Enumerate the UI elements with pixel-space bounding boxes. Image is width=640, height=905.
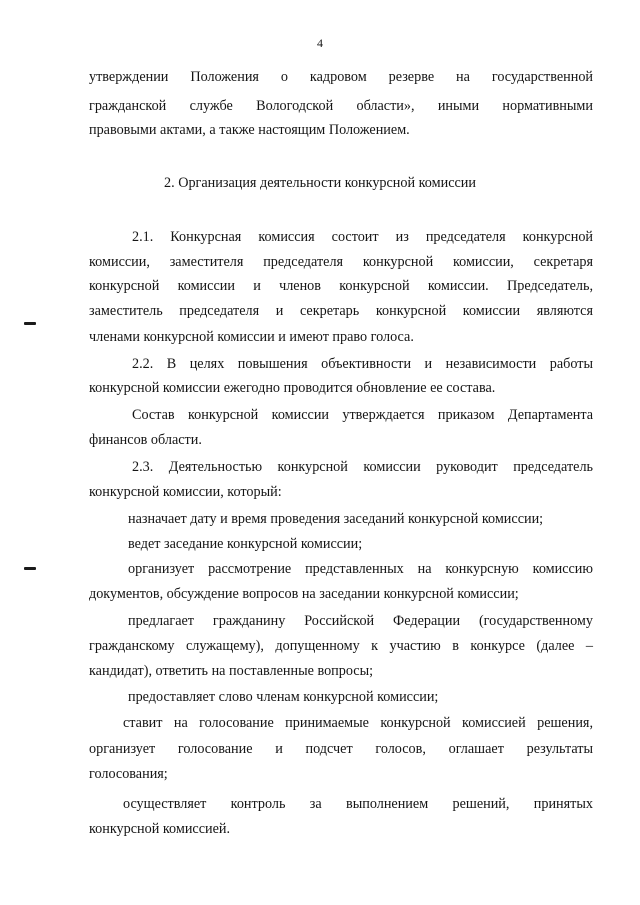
duty-3-line-2: документов, обсуждение вопросов на заседании конкурсной комиссии; [89,586,519,602]
para-2-3-line-1: 2.3. Деятельностью конкурсной комиссии руководит председатель [132,459,593,475]
composition-line-2: финансов области. [89,432,202,448]
duty-7-line-2: конкурсной комиссией. [89,821,231,837]
duty-4-line-3: кандидат), ответить на поставленные вопросы; [89,663,374,679]
duty-6-line-1: ставит на голосование принимаемые конкурсной комиссией решения, [123,715,593,731]
composition-line-1: Состав конкурсной комиссии утверждается приказом Департамента [132,407,593,423]
intro-line-1: утверждении Положения о кадровом резерве на государственной [89,69,593,85]
para-2-2-line-2: конкурсной комиссии ежегодно проводится обновление ее состава. [89,380,496,396]
section-heading: 2. Организация деятельности конкурсной комиссии [164,175,476,191]
duty-4-line-1: предлагает гражданину Российской Федерации (государственному [128,613,593,629]
duty-7-line-1: осуществляет контроль за выполнением решений, принятых [123,796,593,812]
margin-mark [24,567,36,570]
margin-mark [24,322,36,325]
duty-2: ведет заседание конкурсной комиссии; [128,536,363,552]
page-number: 4 [317,36,323,50]
duty-1: назначает дату и время проведения заседаний конкурсной комиссии; [128,511,544,527]
para-2-3-line-2: конкурсной комиссии, который: [89,484,282,500]
intro-line-2: гражданской службе Вологодской области», иными нормативными [89,98,593,114]
duty-4-line-2: гражданскому служащему), допущенному к участию в конкурсе (далее – [89,638,593,654]
duty-3-line-1: организует рассмотрение представленных на конкурсную комиссию [128,561,593,577]
para-2-1-line-5: членами конкурсной комиссии и имеют право голоса. [89,329,414,345]
para-2-1-line-3: конкурсной комиссии и членов конкурсной комиссии. Председатель, [89,278,593,294]
para-2-1-line-1: 2.1. Конкурсная комиссия состоит из председателя конкурсной [132,229,593,245]
para-2-1-line-4: заместитель председателя и секретарь конкурсной комиссии являются [89,303,593,319]
intro-line-3: правовыми актами, а также настоящим Положением. [89,122,410,138]
para-2-2-line-1: 2.2. В целях повышения объективности и независимости работы [132,356,593,372]
duty-6-line-3: голосования; [89,766,168,782]
para-2-1-line-2: комиссии, заместителя председателя конкурсной комиссии, секретаря [89,254,593,270]
duty-5: предоставляет слово членам конкурсной комиссии; [128,689,439,705]
duty-6-line-2: организует голосование и подсчет голосов, оглашает результаты [89,741,593,757]
